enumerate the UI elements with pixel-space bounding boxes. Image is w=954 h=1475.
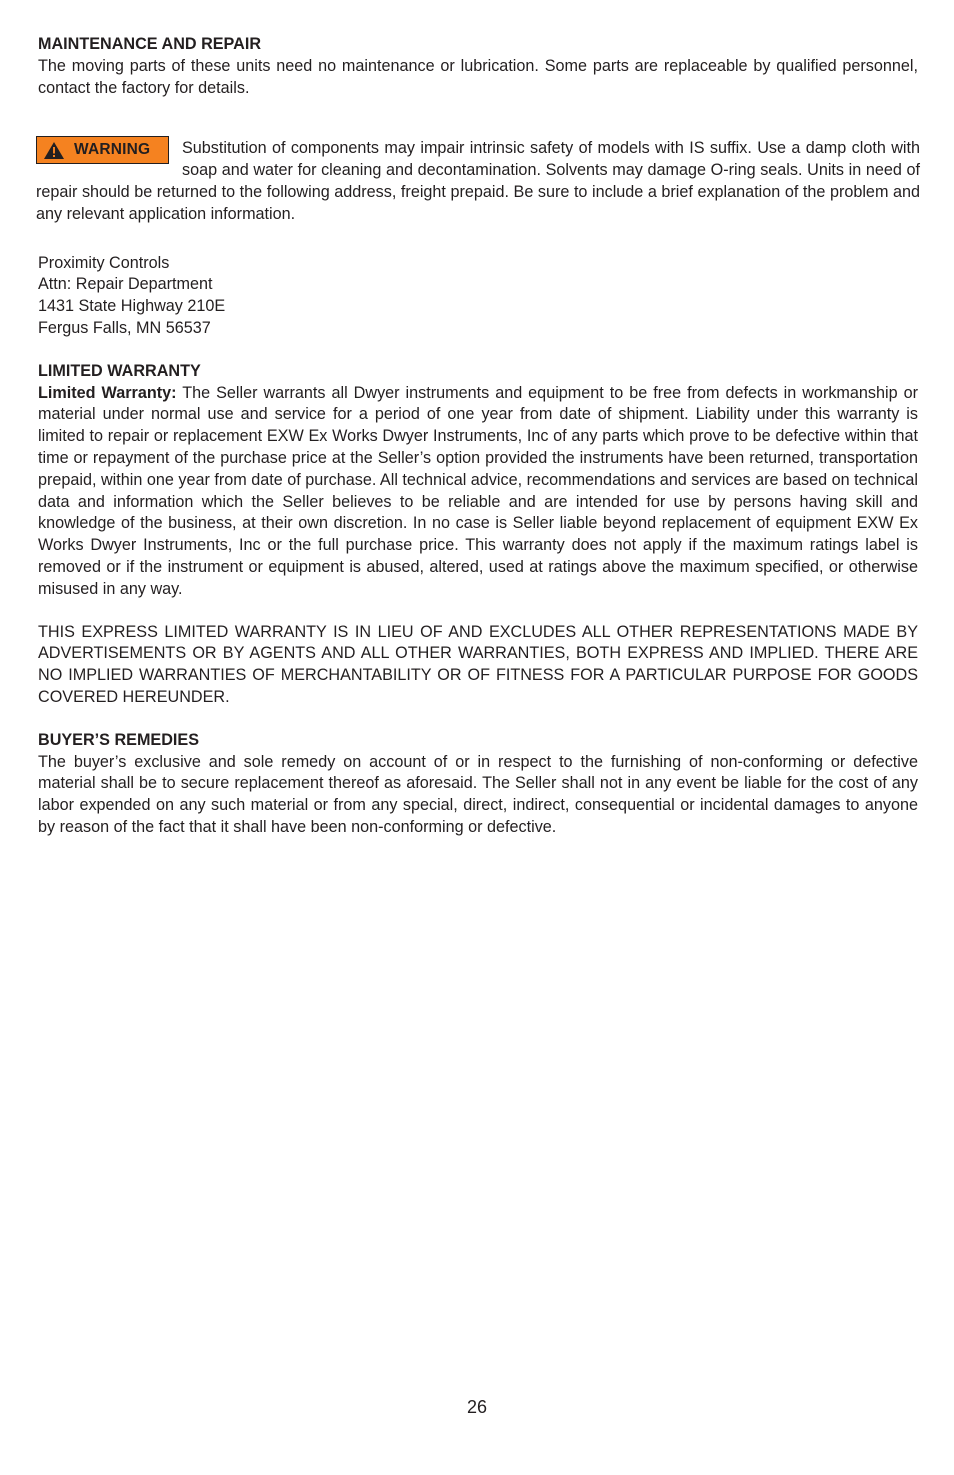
- document-page: [38, 34, 918, 839]
- warranty-heading: LIMITED WARRANTY: [38, 361, 201, 380]
- warranty-body: [38, 383, 918, 601]
- maintenance-section: [38, 34, 918, 99]
- warning-badge: [36, 136, 169, 164]
- maintenance-body: The moving parts of these units need no maintenance or lubrication. Some parts are replaceable by qualified personnel, contact the factory for details.: [38, 56, 918, 97]
- address-street: 1431 State Highway 210E: [38, 297, 226, 316]
- warranty-text: The Seller warrants all Dwyer instruments and equipment to be free from defects in workmanship or material under normal use and service for a period of one year from date of shipment. Liability under this warranty is limited to repair or replacement EXW Ex Works Dwyer Instruments, Inc of any parts which prove to be defective within that time or repayment of the purchase price at the Seller’s option provided the instruments have been returned, transportation prepaid, within one year from date of purchase. All technical advice, recommendations and services are based on technical data and information which the Seller believes to be reliable and are intended for use by persons having skill and knowledge of the business, at their own discretion. In no case is Seller liable beyond replacement of equipment EXW Ex Works Dwyer Instruments, Inc or the full purchase price. This warranty does not apply if the maximum ratings label is removed or if the instrument or equipment is abused, altered, used at ratings above the maximum specified, or otherwise misused in any way.: [38, 383, 919, 598]
- remedies-section: [38, 730, 918, 839]
- maintenance-heading: MAINTENANCE AND REPAIR: [38, 35, 262, 53]
- remedies-heading: BUYER’S REMEDIES: [38, 730, 200, 749]
- address-attention: Attn: Repair Department: [38, 275, 213, 294]
- address-city: Fergus Falls, MN 56537: [38, 318, 211, 337]
- warning-label: WARNING: [74, 141, 151, 159]
- warranty-section: [38, 361, 918, 709]
- address-company: Proximity Controls: [38, 253, 170, 272]
- repair-address: [38, 253, 918, 340]
- warning-section: [36, 136, 920, 225]
- page-number: 26: [466, 1397, 488, 1417]
- warranty-lead: Limited Warranty:: [38, 383, 177, 402]
- warning-triangle-icon: [43, 141, 65, 160]
- warranty-disclaimer: THIS EXPRESS LIMITED WARRANTY IS IN LIEU OF AND EXCLUDES ALL OTHER REPRESENTATIONS MADE BY ADVERTISEMENTS OR BY AGENTS AND ALL OTHER WARRANTIES, BOTH EXPRESS AND IMPLIED. THERE ARE NO IMPLIED WARRANTIES OF MERCHANTABILITY OR OF FITNESS FOR A PARTICULAR PURPOSE FOR GOODS COVERED HEREUNDER.: [38, 622, 918, 706]
- warning-text: Substitution of components may impair intrinsic safety of models with IS suffix. Use a damp cloth with soap and water for cleaning and decontamination. Solvents may damage O-ring seals. Units in need of repair should be returned to the following address, freight prepaid. Be sure to include a brief explanation of the problem and any relevant application information.: [36, 139, 920, 223]
- remedies-body: The buyer’s exclusive and sole remedy on account of or in respect to the furnishing of non-conforming or defective material shall be to secure replacement thereof as aforesaid. The Seller shall not in any event be liable for the cost of any labor expended on any such material or from any special, direct, indirect, consequential or incidental damages to anyone by reason of the fact that it shall have been non-conforming or defective.: [38, 752, 918, 836]
